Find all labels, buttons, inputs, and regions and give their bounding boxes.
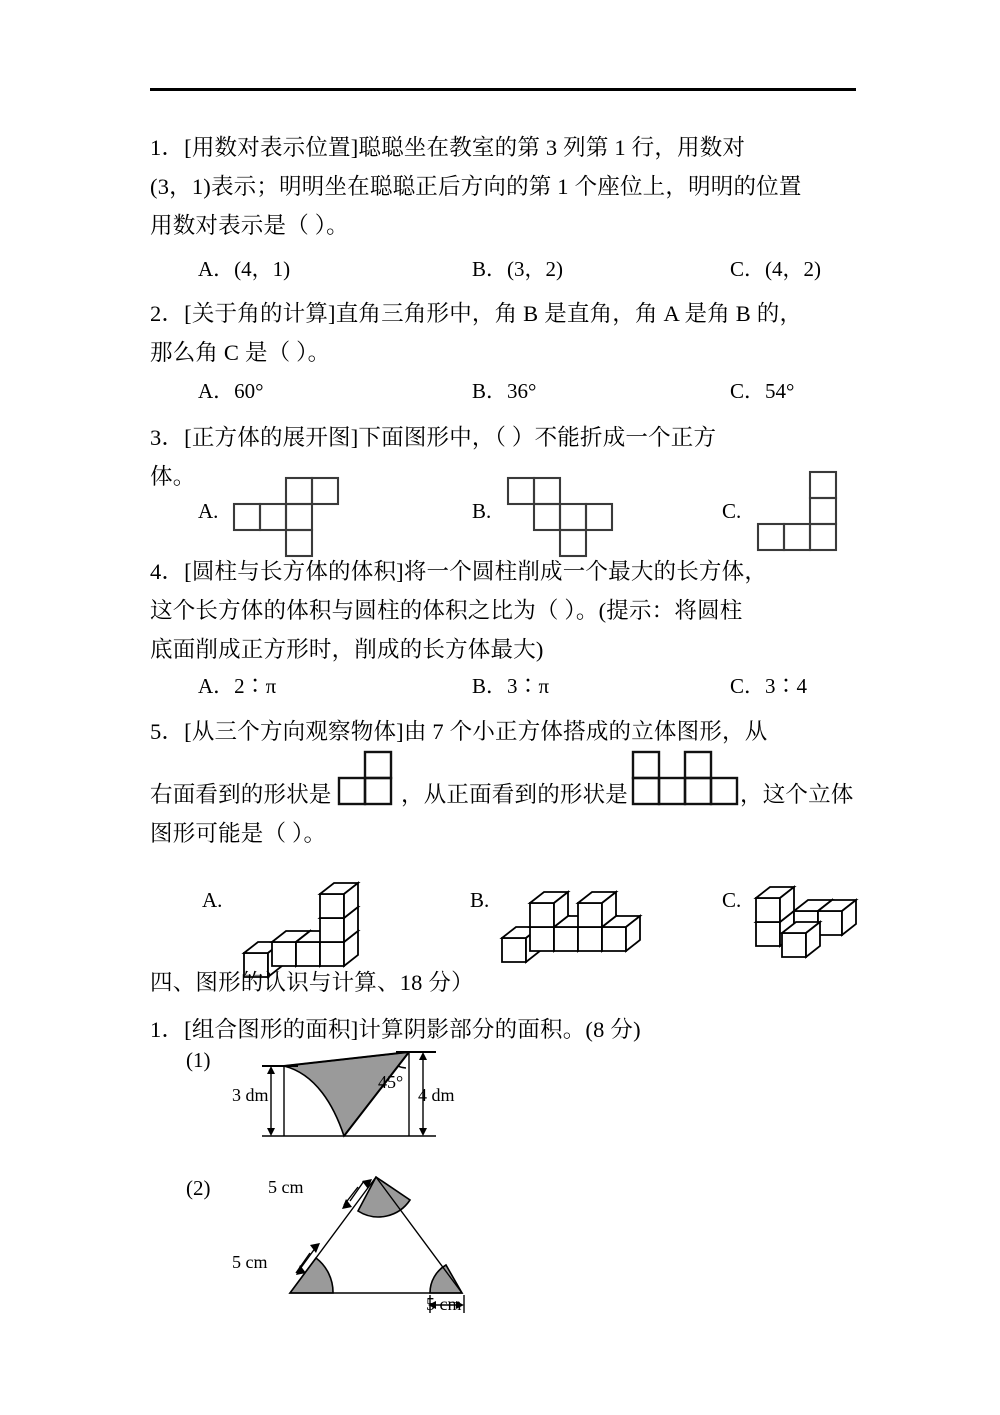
question-5-line-2-part-c: ，这个立体 — [740, 782, 854, 807]
figure-2-bottom-label: 5 cm — [426, 1294, 462, 1314]
question-2-line-1: 2．[关于角的计算]直角三角形中，角 B 是直角，角 A 是角 B 的， — [150, 301, 803, 326]
option-4-b[interactable]: B．3∶π — [472, 674, 550, 698]
shaded-figure-1 — [246, 1044, 446, 1154]
header-rule — [150, 88, 856, 91]
option-5-b-label[interactable]: B. — [470, 888, 490, 912]
cube-net-c[interactable] — [758, 472, 878, 582]
option-3-a-label[interactable]: A. — [198, 499, 219, 523]
question-5-line-3: 图形可能是（ ）。 — [150, 821, 327, 846]
section-four-heading: 四、图形的认识与计算、18 分） — [150, 970, 474, 995]
option-1-b[interactable]: B．(3，2) — [472, 257, 563, 281]
section-four-question-1: 1．[组合图形的面积]计算阴影部分的面积。(8 分) — [150, 1017, 641, 1042]
solid-figure-c[interactable] — [748, 868, 898, 978]
option-5-a-label[interactable]: A. — [202, 888, 223, 912]
question-4-line-1: 4．[圆柱与长方体的体积]将一个圆柱削成一个最大的长方体， — [150, 559, 768, 584]
question-5-line-2-part-b: ，从正面看到的形状是 — [401, 782, 629, 807]
option-3-b-label[interactable]: B. — [472, 499, 492, 523]
option-5-c-label[interactable]: C. — [722, 888, 742, 912]
option-2-b[interactable]: B．36° — [472, 379, 537, 403]
sub-figure-1-label: (1) — [186, 1048, 211, 1072]
figure-1-right-label: 4 dm — [418, 1085, 455, 1105]
option-1-c[interactable]: C．(4，2) — [730, 257, 821, 281]
question-1-line-3: 用数对表示是（ ）。 — [150, 213, 349, 238]
option-3-c-label[interactable]: C. — [722, 499, 742, 523]
question-5-line-2-part-a: 右面看到的形状是 — [150, 782, 332, 807]
question-4-line-3: 底面削成正方形时，削成的长方体最大) — [150, 637, 544, 662]
option-4-c[interactable]: C．3∶4 — [730, 674, 808, 698]
front-view-shape — [633, 752, 753, 814]
question-3-line-2: 体。 — [150, 464, 196, 489]
figure-1-angle-label: 45° — [378, 1072, 404, 1092]
question-5-line-1: 5．[从三个方向观察物体]由 7 个小正方体搭成的立体图形，从 — [150, 719, 768, 744]
question-1-line-1: 1．[用数对表示位置]聪聪坐在教室的第 3 列第 1 行，用数对 — [150, 135, 746, 160]
option-1-a[interactable]: A．(4，1) — [198, 257, 291, 281]
question-1-line-2: (3，1)表示；明明坐在聪聪正后方向的第 1 个座位上，明明的位置 — [150, 174, 802, 199]
solid-figure-b[interactable] — [498, 866, 678, 976]
question-3-line-1: 3．[正方体的展开图]下面图形中，（ ）不能折成一个正方 — [150, 425, 717, 450]
figure-2-top-label: 5 cm — [268, 1177, 304, 1197]
question-2-line-2: 那么角 C 是（ ）。 — [150, 340, 331, 365]
right-view-shape — [339, 752, 409, 814]
sub-figure-2-label: (2) — [186, 1176, 211, 1200]
figure-1-left-label: 3 dm — [232, 1085, 269, 1105]
option-2-a[interactable]: A．60° — [198, 379, 264, 403]
figure-2-left-label: 5 cm — [232, 1252, 268, 1272]
option-4-a[interactable]: A．2∶π — [198, 674, 277, 698]
option-2-c[interactable]: C．54° — [730, 379, 795, 403]
question-4-line-2: 这个长方体的体积与圆柱的体积之比为（ ）。(提示：将圆柱 — [150, 598, 743, 623]
